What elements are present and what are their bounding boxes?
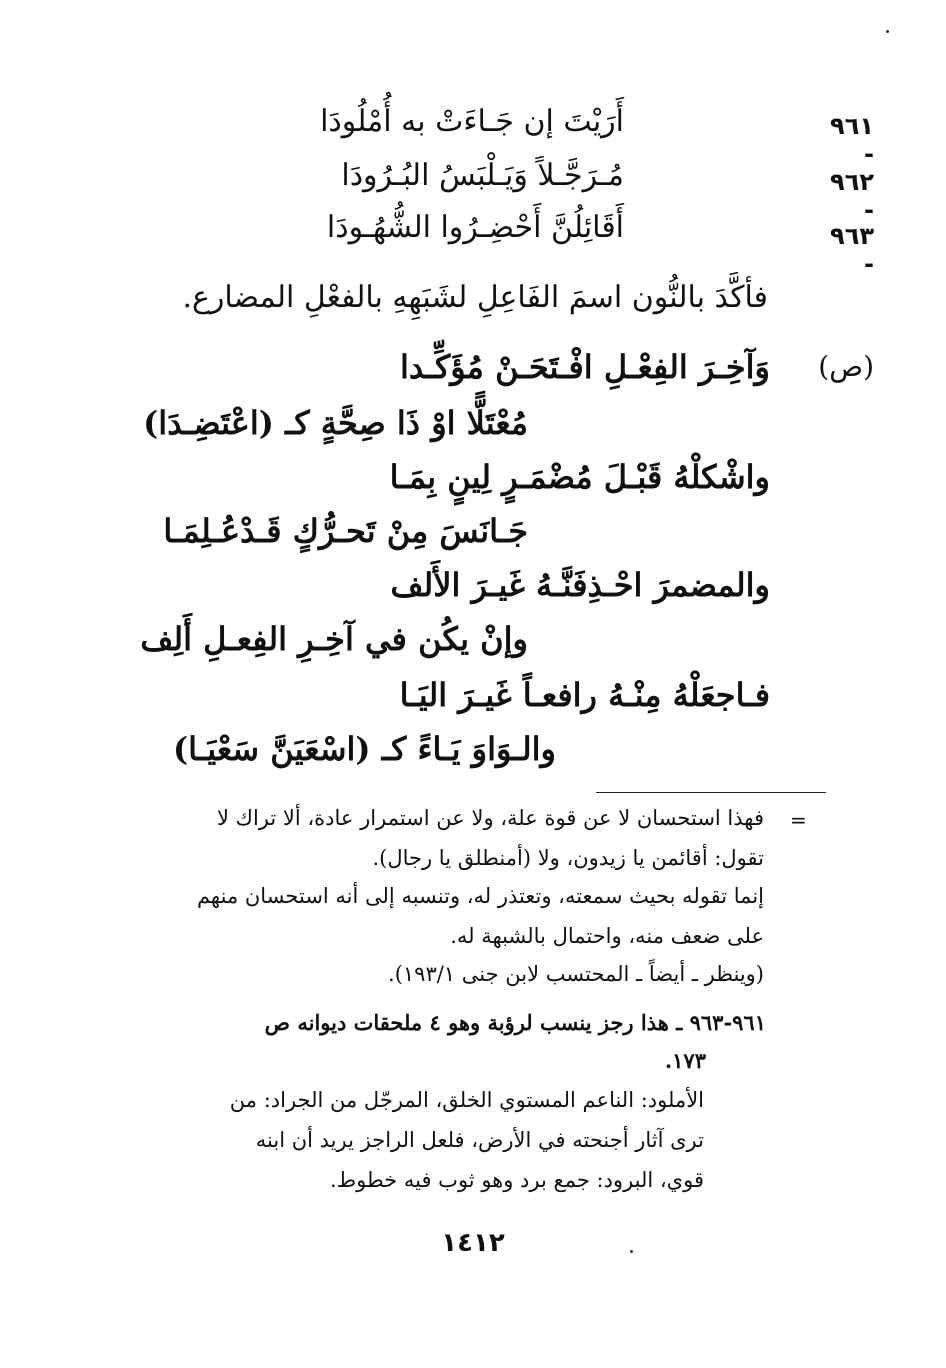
page-number: ١٤١٢ bbox=[441, 1228, 505, 1258]
scan-speck bbox=[630, 1250, 633, 1253]
poem-line: وَآخِـرَ الفِعْـلِ افْـتَحَـنْ مُؤَكِّـدا bbox=[399, 348, 770, 386]
poem-line: وإنْ يكُن في آخِـرِ الفِعـلِ أَلِف bbox=[140, 620, 528, 658]
footnote-line: ١٧٣. bbox=[664, 1048, 706, 1073]
poem-line: مُعْتَلًّا اوْ ذَا صِحَّةٍ كـ (اعْتَضِـدَا) bbox=[143, 404, 528, 442]
poem-line: جَـانَسَ مِنْ تَحـرُّكٍ قَـدْعُـلِمَـا bbox=[163, 512, 528, 550]
verse-text: أَقَائِلُنَّ أَحْضِـرُوا الشُّهُـودَا bbox=[326, 210, 624, 245]
verse-text: مُـرَجَّـلاً وَيَـلْبَسُ البُـرُودَا bbox=[341, 158, 624, 193]
verse-text: أَرَيْتَ إن جَـاءَتْ به أُمْلُودَا bbox=[320, 104, 624, 139]
footnote-line: على ضعف منه، واحتمال بالشبهة له. bbox=[450, 924, 764, 948]
footnote-line: ٩٦١-٩٦٣ ـ هذا رجز ينسب لرؤبة وهو ٤ ملحقات ديوانه ص bbox=[264, 1010, 766, 1035]
footnote-line: فهذا استحسان لا عن قوة علة، ولا عن استمرار عادة، ألا تراك لا bbox=[217, 806, 764, 830]
poem-line: والمضمرَ احْـذِفَنَّـهُ غَيـرَ الأَلف bbox=[390, 566, 770, 604]
poem-line: واشْكلْهُ قَبْـلَ مُضْمَـرٍ لِينٍ بِمَـا bbox=[389, 458, 770, 496]
poem-marker: (ص) bbox=[818, 350, 874, 383]
poem-line: والـوَاوَ يَـاءً كـ (اسْعَيَنَّ سَعْيَـا) bbox=[172, 730, 556, 768]
commentary-paragraph: فأكَّدَ بالنُّون اسمَ الفَاعِلِ لشَبَهِهِ بالفعْلِ المضارع. bbox=[182, 280, 768, 315]
footnote-line: الأملود: الناعم المستوي الخلق، المرجّل من الجراد: من bbox=[229, 1088, 704, 1112]
verse-number: ٩٦٣ - bbox=[830, 222, 874, 278]
verse-number: ٩٦٢ - bbox=[830, 168, 874, 224]
footnote-line: ترى آثار أجنحته في الأرض، فلعل الراجز يريد أن ابنه bbox=[255, 1128, 704, 1152]
poem-line: فـاجعَلْهُ مِنْـهُ رافعـاً غَيـرَ اليَـا bbox=[399, 676, 770, 714]
footnote-line: قوي، البرود: جمع برد وهو ثوب فيه خطوط. bbox=[330, 1168, 704, 1192]
scan-speck bbox=[886, 30, 889, 33]
footnote-line: تقول: أقائمن يا زيدون، ولا (أمنطلق يا رجال). bbox=[372, 846, 764, 870]
footnote-line: (وينظر ـ أيضاً ـ المحتسب لابن جنى ١٩٣/١). bbox=[388, 962, 764, 986]
footnote-line: إنما تقوله بحيث سمعته، وتعتذر له، وتنسبه إلى أنه استحسان منهم bbox=[196, 884, 764, 908]
footnote-continuation-mark: = bbox=[790, 808, 807, 832]
verse-number: ٩٦١ - bbox=[830, 112, 874, 168]
footnote-divider bbox=[596, 792, 826, 793]
